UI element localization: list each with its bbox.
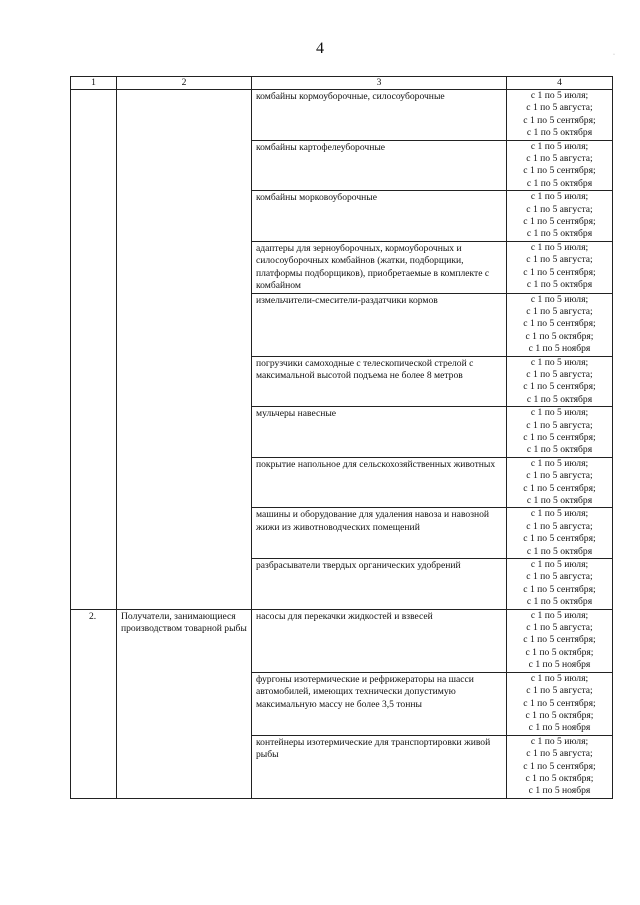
submission-dates-cell (507, 609, 613, 672)
date-line: с 1 по 5 июля; (530, 508, 589, 520)
date-line: с 1 по 5 августа; (526, 102, 593, 114)
column-header-4: 4 (507, 77, 613, 90)
equipment-schedule-table (70, 76, 613, 799)
equipment-type-cell: разбрасыватели твердых органических удобрений (252, 559, 507, 610)
submission-dates-cell (507, 293, 613, 356)
date-line: с 1 по 5 июля; (530, 407, 589, 419)
date-line: с 1 по 5 ноября (528, 659, 591, 671)
date-line: с 1 по 5 сентября; (523, 583, 596, 595)
table-header-row (71, 77, 613, 90)
submission-dates-cell (507, 457, 613, 508)
equipment-type-cell: контейнеры изотермические для транспортировки живой рыбы (252, 735, 507, 798)
date-line: с 1 по 5 июля; (530, 559, 589, 571)
date-line: с 1 по 5 октября (526, 279, 593, 291)
equipment-type-cell: фургоны изотермические и рефрижераторы на шасси автомобилей, имеющих технически допустимую максимальную массу не более 3,5 тонны (252, 672, 507, 735)
date-line: с 1 по 5 ноября (528, 722, 591, 734)
submission-dates-cell (507, 407, 613, 458)
column-header-3: 3 (252, 77, 507, 90)
date-line: с 1 по 5 августа; (526, 685, 593, 697)
date-line: с 1 по 5 сентября; (523, 634, 596, 646)
column-header-1: 1 (71, 77, 117, 90)
equipment-type-cell: измельчители-смесители-раздатчики кормов (252, 293, 507, 356)
date-line: с 1 по 5 июля; (530, 90, 589, 101)
submission-dates-cell (507, 191, 613, 242)
date-line: с 1 по 5 сентября; (523, 114, 596, 126)
table-row (71, 609, 613, 672)
equipment-type-cell: адаптеры для зерноуборочных, кормоуборочных и силосоуборочных комбайнов (жатки, подборщики, платформы подборщиков), приобретаемые в комплекте с комбайном (252, 241, 507, 293)
date-line: с 1 по 5 сентября; (523, 431, 596, 443)
date-line: с 1 по 5 июля; (530, 609, 589, 621)
date-line: с 1 по 5 июля; (530, 241, 589, 253)
date-line: с 1 по 5 ноября (528, 343, 591, 355)
recipient-cell: Получатели, занимающиеся производством товарной рыбы (117, 609, 252, 798)
date-line: с 1 по 5 октября (526, 444, 593, 456)
date-line: с 1 по 5 сентября; (523, 533, 596, 545)
submission-dates-cell (507, 559, 613, 610)
date-line: с 1 по 5 июля; (530, 140, 589, 152)
equipment-type-cell: покрытие напольное для сельскохозяйственных животных (252, 457, 507, 508)
row-number-cell (71, 609, 117, 798)
date-line: с 1 по 5 сентября; (523, 165, 596, 177)
equipment-type-cell: мульчеры навесные (252, 407, 507, 458)
column-header-2: 2 (117, 77, 252, 90)
corner-mark: · (613, 52, 615, 58)
equipment-type-cell: комбайны морковоуборочные (252, 191, 507, 242)
table-row (71, 90, 613, 141)
equipment-type-cell: комбайны кормоуборочные, силосоуборочные (252, 90, 507, 141)
date-line: с 1 по 5 августа; (526, 419, 593, 431)
row-number-cell (71, 90, 117, 610)
date-line: с 1 по 5 августа; (526, 203, 593, 215)
date-line: с 1 по 5 июля; (530, 356, 589, 368)
date-line: с 1 по 5 июля; (530, 672, 589, 684)
equipment-type-cell: машины и оборудование для удаления навоза и навозной жижи из животноводческих помещений (252, 508, 507, 559)
date-line: с 1 по 5 сентября; (523, 381, 596, 393)
date-line: с 1 по 5 августа; (526, 153, 593, 165)
date-line: с 1 по 5 октября; (525, 330, 594, 342)
date-line: с 1 по 5 октября (526, 127, 593, 139)
submission-dates-cell (507, 508, 613, 559)
date-line: с 1 по 5 августа; (526, 254, 593, 266)
date-line: с 1 по 5 октября (526, 545, 593, 557)
date-line: с 1 по 5 июля; (530, 735, 589, 747)
date-line: с 1 по 5 октября; (525, 772, 594, 784)
date-line: с 1 по 5 октября; (525, 646, 594, 658)
submission-dates-cell (507, 356, 613, 407)
submission-dates-cell (507, 140, 613, 191)
date-line: с 1 по 5 сентября; (523, 318, 596, 330)
date-line: с 1 по 5 ноября (528, 785, 591, 797)
date-line: с 1 по 5 августа; (526, 622, 593, 634)
submission-dates-cell (507, 672, 613, 735)
date-line: с 1 по 5 сентября; (523, 760, 596, 772)
date-line: с 1 по 5 августа; (526, 368, 593, 380)
submission-dates-cell (507, 241, 613, 293)
date-line: с 1 по 5 июля; (530, 293, 589, 305)
date-line: с 1 по 5 октября (526, 495, 593, 506)
equipment-type-cell: насосы для перекачки жидкостей и взвесей (252, 609, 507, 672)
submission-dates-cell (507, 735, 613, 798)
row-number: 2. (89, 610, 97, 622)
equipment-type-cell: комбайны картофелеуборочные (252, 140, 507, 191)
date-line: с 1 по 5 октября (526, 393, 593, 405)
recipient-cell (117, 90, 252, 610)
date-line: с 1 по 5 октября (526, 596, 593, 608)
date-line: с 1 по 5 августа; (526, 520, 593, 532)
submission-dates-cell (507, 90, 613, 141)
page-number: 4 (316, 40, 324, 57)
date-line: с 1 по 5 октября (526, 177, 593, 189)
table-body (71, 77, 613, 799)
equipment-type-cell: погрузчики самоходные с телескопической стрелой с максимальной высотой подъема не более 8 метров (252, 356, 507, 407)
date-line: с 1 по 5 июля; (530, 457, 589, 469)
date-line: с 1 по 5 августа; (526, 571, 593, 583)
date-line: с 1 по 5 августа; (526, 470, 593, 482)
date-line: с 1 по 5 октября; (525, 709, 594, 721)
date-line: с 1 по 5 сентября; (523, 697, 596, 709)
date-line: с 1 по 5 августа; (526, 305, 593, 317)
date-line: с 1 по 5 сентября; (523, 482, 596, 494)
date-line: с 1 по 5 июля; (530, 191, 589, 203)
date-line: с 1 по 5 сентября; (523, 266, 596, 278)
date-line: с 1 по 5 октября (526, 228, 593, 240)
date-line: с 1 по 5 сентября; (523, 216, 596, 228)
date-line: с 1 по 5 августа; (526, 748, 593, 760)
